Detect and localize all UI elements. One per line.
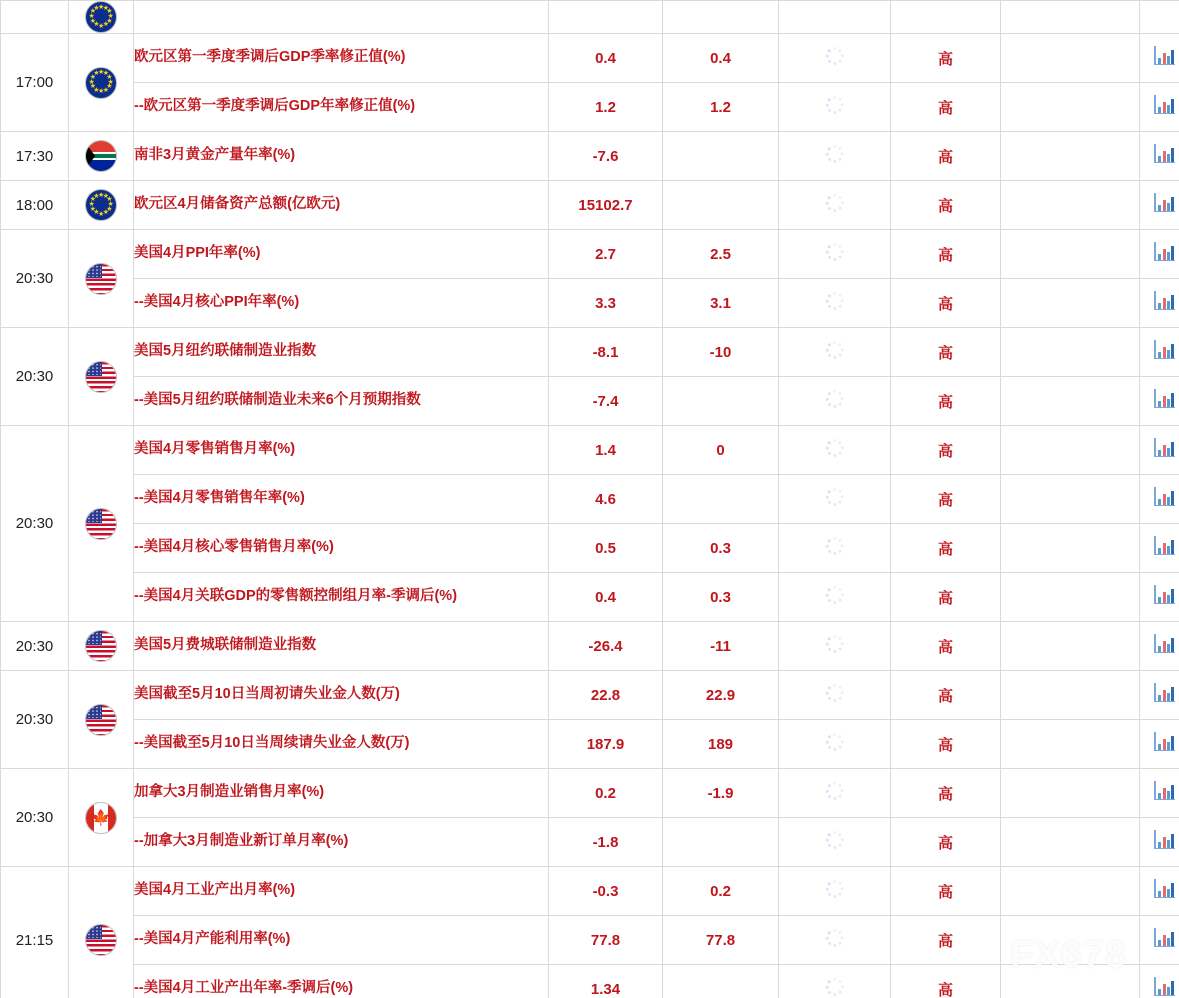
empty-cell	[1001, 34, 1140, 83]
event-name[interactable]: 欧元区第一季度季调后GDP季率修正值(%)	[134, 34, 549, 83]
forecast-value: -11	[663, 622, 779, 671]
empty-cell	[1001, 132, 1140, 181]
importance-level: 高	[891, 769, 1001, 818]
loading-spinner-icon	[826, 537, 844, 555]
table-row	[1, 328, 1179, 377]
event-name[interactable]: --加拿大3月制造业新订单月率(%)	[134, 818, 549, 867]
loading-spinner-icon	[826, 439, 844, 457]
actual-value	[779, 622, 891, 671]
previous-value: 0.4	[549, 34, 663, 83]
bar-chart-icon[interactable]	[1154, 732, 1175, 751]
table-row	[1, 867, 1179, 916]
event-name[interactable]	[134, 1, 549, 34]
country-flag-cell	[69, 34, 134, 132]
importance-level: 高	[891, 965, 1001, 998]
importance-level: 高	[891, 181, 1001, 230]
event-name[interactable]: 美国截至5月10日当周初请失业金人数(万)	[134, 671, 549, 720]
empty-cell	[1001, 475, 1140, 524]
country-flag-cell	[69, 1, 134, 34]
loading-spinner-icon	[826, 390, 844, 408]
loading-spinner-icon	[826, 243, 844, 261]
chart-link-cell[interactable]	[1140, 377, 1179, 426]
event-name[interactable]: --美国4月关联GDP的零售额控制组月率-季调后(%)	[134, 573, 549, 622]
bar-chart-icon[interactable]	[1154, 242, 1175, 261]
country-flag-cell	[69, 181, 134, 230]
empty-cell	[1001, 867, 1140, 916]
event-name[interactable]: --美国5月纽约联储制造业未来6个月预期指数	[134, 377, 549, 426]
importance-level: 高	[891, 279, 1001, 328]
flag-eu-icon: ★ ★ ★ ★ ★ ★ ★ ★ ★ ★ ★ ★	[85, 67, 117, 99]
loading-spinner-icon	[826, 194, 844, 212]
event-name[interactable]: --美国截至5月10日当周续请失业金人数(万)	[134, 720, 549, 769]
actual-value	[779, 867, 891, 916]
loading-spinner-icon	[826, 488, 844, 506]
country-flag-cell	[69, 867, 134, 998]
importance-level: 高	[891, 818, 1001, 867]
event-name[interactable]: --美国4月产能利用率(%)	[134, 916, 549, 965]
chart-link-cell[interactable]	[1140, 671, 1179, 720]
flag-us-icon	[85, 508, 117, 540]
table-row	[1, 671, 1179, 720]
loading-spinner-icon	[826, 47, 844, 65]
bar-chart-icon[interactable]	[1154, 928, 1175, 947]
chart-link-cell[interactable]	[1140, 573, 1179, 622]
chart-link-cell[interactable]	[1140, 83, 1179, 132]
event-time: 17:30	[1, 132, 69, 181]
country-flag-cell	[69, 671, 134, 769]
event-name[interactable]: 南非3月黄金产量年率(%)	[134, 132, 549, 181]
chart-link-cell[interactable]	[1140, 622, 1179, 671]
forecast-value	[663, 818, 779, 867]
actual-value	[779, 720, 891, 769]
actual-value	[779, 34, 891, 83]
country-flag-cell	[69, 426, 134, 622]
previous-value: -8.1	[549, 328, 663, 377]
loading-spinner-icon	[826, 782, 844, 800]
previous-value: 15102.7	[549, 181, 663, 230]
flag-ca-icon: 🍁	[85, 802, 117, 834]
event-name[interactable]: 加拿大3月制造业销售月率(%)	[134, 769, 549, 818]
previous-value: -0.3	[549, 867, 663, 916]
actual-value	[779, 377, 891, 426]
importance-level: 高	[891, 720, 1001, 769]
empty-cell	[1001, 83, 1140, 132]
event-name[interactable]: --欧元区第一季度季调后GDP年率修正值(%)	[134, 83, 549, 132]
loading-spinner-icon	[826, 292, 844, 310]
empty-cell	[1001, 769, 1140, 818]
forecast-value	[663, 377, 779, 426]
actual-value	[779, 279, 891, 328]
flag-us-icon	[85, 924, 117, 956]
flag-us-icon	[85, 630, 117, 662]
forecast-value: 0.2	[663, 867, 779, 916]
country-flag-cell	[69, 230, 134, 328]
importance-level: 高	[891, 83, 1001, 132]
bar-chart-icon[interactable]	[1154, 193, 1175, 212]
loading-spinner-icon	[826, 929, 844, 947]
bar-chart-icon[interactable]	[1154, 830, 1175, 849]
empty-cell	[1001, 328, 1140, 377]
previous-value: -1.8	[549, 818, 663, 867]
chart-link-cell[interactable]	[1140, 867, 1179, 916]
chart-link-cell[interactable]	[1140, 181, 1179, 230]
flag-eu-icon: ★ ★ ★ ★ ★ ★ ★ ★ ★ ★ ★ ★	[85, 1, 117, 33]
bar-chart-icon[interactable]	[1154, 144, 1175, 163]
actual-value	[779, 230, 891, 279]
table-row	[1, 818, 1179, 867]
chart-link-cell[interactable]	[1140, 34, 1179, 83]
actual-value	[779, 965, 891, 998]
bar-chart-icon[interactable]	[1154, 683, 1175, 702]
loading-spinner-icon	[826, 586, 844, 604]
watermark: FX678	[1010, 934, 1127, 976]
bar-chart-icon[interactable]	[1154, 389, 1175, 408]
forecast-value	[663, 965, 779, 998]
chart-link-cell[interactable]	[1140, 524, 1179, 573]
previous-value: -7.4	[549, 377, 663, 426]
previous-value: 0.5	[549, 524, 663, 573]
empty-cell	[1001, 524, 1140, 573]
bar-chart-icon[interactable]	[1154, 340, 1175, 359]
importance-level: 高	[891, 230, 1001, 279]
importance-level: 高	[891, 475, 1001, 524]
bar-chart-icon[interactable]	[1154, 291, 1175, 310]
table-row	[1, 181, 1179, 230]
loading-spinner-icon	[826, 880, 844, 898]
bar-chart-icon[interactable]	[1154, 879, 1175, 898]
actual-value	[779, 573, 891, 622]
previous-value: 2.7	[549, 230, 663, 279]
flag-us-icon	[85, 263, 117, 295]
table-row	[1, 524, 1179, 573]
empty-cell	[1001, 279, 1140, 328]
empty-cell	[1001, 1, 1140, 34]
chart-link-cell[interactable]	[1140, 769, 1179, 818]
previous-value: 1.34	[549, 965, 663, 998]
country-flag-cell	[69, 769, 134, 867]
importance-level: 高	[891, 524, 1001, 573]
event-name[interactable]: 美国5月费城联储制造业指数	[134, 622, 549, 671]
table-row	[1, 1, 1179, 34]
importance-level: 高	[891, 377, 1001, 426]
loading-spinner-icon	[826, 978, 844, 996]
forecast-value: 189	[663, 720, 779, 769]
loading-spinner-icon	[826, 831, 844, 849]
actual-value	[779, 1, 891, 34]
table-row	[1, 132, 1179, 181]
actual-value	[779, 181, 891, 230]
actual-value	[779, 83, 891, 132]
forecast-value	[663, 132, 779, 181]
chart-link-cell[interactable]	[1140, 965, 1179, 998]
chart-link-cell[interactable]	[1140, 426, 1179, 475]
importance-level: 高	[891, 328, 1001, 377]
event-time: 18:00	[1, 181, 69, 230]
bar-chart-icon[interactable]	[1154, 536, 1175, 555]
previous-value: 187.9	[549, 720, 663, 769]
importance-level: 高	[891, 573, 1001, 622]
country-flag-cell	[69, 132, 134, 181]
chart-link-cell[interactable]	[1140, 720, 1179, 769]
empty-cell	[1001, 818, 1140, 867]
empty-cell	[1001, 426, 1140, 475]
chart-link-cell[interactable]	[1140, 916, 1179, 965]
forecast-value	[663, 1, 779, 34]
bar-chart-icon[interactable]	[1154, 487, 1175, 506]
event-time	[1, 1, 69, 34]
actual-value	[779, 818, 891, 867]
importance-level: 高	[891, 867, 1001, 916]
empty-cell	[1001, 965, 1140, 998]
forecast-value: 0.3	[663, 573, 779, 622]
table-row	[1, 965, 1179, 998]
event-time: 17:00	[1, 34, 69, 132]
bar-chart-icon[interactable]	[1154, 977, 1175, 996]
flag-us-icon	[85, 704, 117, 736]
chart-link-cell[interactable]	[1140, 328, 1179, 377]
forecast-value: 2.5	[663, 230, 779, 279]
event-name[interactable]: --美国4月核心PPI年率(%)	[134, 279, 549, 328]
actual-value	[779, 132, 891, 181]
bar-chart-icon[interactable]	[1154, 95, 1175, 114]
loading-spinner-icon	[826, 635, 844, 653]
bar-chart-icon[interactable]	[1154, 438, 1175, 457]
importance-level: 高	[891, 426, 1001, 475]
actual-value	[779, 916, 891, 965]
forecast-value: 0.4	[663, 34, 779, 83]
loading-spinner-icon	[826, 733, 844, 751]
importance-level: 高	[891, 34, 1001, 83]
importance-level	[891, 1, 1001, 34]
previous-value: 77.8	[549, 916, 663, 965]
previous-value: 0.4	[549, 573, 663, 622]
previous-value: -7.6	[549, 132, 663, 181]
bar-chart-icon[interactable]	[1154, 634, 1175, 653]
forecast-value: 0.3	[663, 524, 779, 573]
chart-link-cell[interactable]	[1140, 230, 1179, 279]
previous-value: 22.8	[549, 671, 663, 720]
event-name[interactable]: 欧元区4月储备资产总额(亿欧元)	[134, 181, 549, 230]
loading-spinner-icon	[826, 684, 844, 702]
table-row	[1, 769, 1179, 818]
event-time: 20:30	[1, 426, 69, 622]
flag-eu-icon: ★ ★ ★ ★ ★ ★ ★ ★ ★ ★ ★ ★	[85, 189, 117, 221]
table-row	[1, 475, 1179, 524]
empty-cell	[1001, 916, 1140, 965]
empty-cell	[1001, 377, 1140, 426]
forecast-value: 0	[663, 426, 779, 475]
table-row	[1, 426, 1179, 475]
event-time: 21:15	[1, 867, 69, 998]
empty-cell	[1001, 230, 1140, 279]
flag-us-icon	[85, 361, 117, 393]
event-time: 20:30	[1, 328, 69, 426]
table-row	[1, 34, 1179, 83]
country-flag-cell	[69, 328, 134, 426]
empty-cell	[1001, 622, 1140, 671]
forecast-value: -1.9	[663, 769, 779, 818]
bar-chart-icon[interactable]	[1154, 781, 1175, 800]
previous-value	[549, 1, 663, 34]
event-name[interactable]: 美国4月PPI年率(%)	[134, 230, 549, 279]
loading-spinner-icon	[826, 96, 844, 114]
empty-cell	[1001, 181, 1140, 230]
forecast-value: 3.1	[663, 279, 779, 328]
chart-link-cell[interactable]	[1140, 818, 1179, 867]
event-name[interactable]: --美国4月核心零售销售月率(%)	[134, 524, 549, 573]
event-time: 20:30	[1, 769, 69, 867]
event-name[interactable]: 美国4月零售销售月率(%)	[134, 426, 549, 475]
actual-value	[779, 475, 891, 524]
forecast-value: -10	[663, 328, 779, 377]
loading-spinner-icon	[826, 341, 844, 359]
bar-chart-icon[interactable]	[1154, 46, 1175, 65]
actual-value	[779, 328, 891, 377]
previous-value: 3.3	[549, 279, 663, 328]
table-row	[1, 573, 1179, 622]
forecast-value: 22.9	[663, 671, 779, 720]
forecast-value: 1.2	[663, 83, 779, 132]
table-row	[1, 230, 1179, 279]
country-flag-cell	[69, 622, 134, 671]
importance-level: 高	[891, 622, 1001, 671]
event-name[interactable]: 美国5月纽约联储制造业指数	[134, 328, 549, 377]
previous-value: 0.2	[549, 769, 663, 818]
event-time: 20:30	[1, 622, 69, 671]
forecast-value	[663, 475, 779, 524]
event-time: 20:30	[1, 230, 69, 328]
chart-link-cell[interactable]	[1140, 1, 1179, 34]
actual-value	[779, 671, 891, 720]
actual-value	[779, 524, 891, 573]
importance-level: 高	[891, 671, 1001, 720]
actual-value	[779, 426, 891, 475]
table-row	[1, 83, 1179, 132]
event-time: 20:30	[1, 671, 69, 769]
previous-value: -26.4	[549, 622, 663, 671]
event-name[interactable]: 美国4月工业产出月率(%)	[134, 867, 549, 916]
bar-chart-icon[interactable]	[1154, 585, 1175, 604]
loading-spinner-icon	[826, 145, 844, 163]
table-row	[1, 720, 1179, 769]
empty-cell	[1001, 671, 1140, 720]
previous-value: 1.2	[549, 83, 663, 132]
forecast-value	[663, 181, 779, 230]
actual-value	[779, 769, 891, 818]
chart-link-cell[interactable]	[1140, 132, 1179, 181]
importance-level: 高	[891, 916, 1001, 965]
calendar-body	[1, 1, 1179, 998]
event-name[interactable]: --美国4月工业产出年率-季调后(%)	[134, 965, 549, 998]
previous-value: 4.6	[549, 475, 663, 524]
flag-za-icon	[85, 140, 117, 172]
table-row	[1, 622, 1179, 671]
chart-link-cell[interactable]	[1140, 475, 1179, 524]
chart-link-cell[interactable]	[1140, 279, 1179, 328]
previous-value: 1.4	[549, 426, 663, 475]
table-row	[1, 916, 1179, 965]
table-row	[1, 377, 1179, 426]
forecast-value: 77.8	[663, 916, 779, 965]
empty-cell	[1001, 720, 1140, 769]
table-row	[1, 279, 1179, 328]
event-name[interactable]: --美国4月零售销售年率(%)	[134, 475, 549, 524]
empty-cell	[1001, 573, 1140, 622]
importance-level: 高	[891, 132, 1001, 181]
